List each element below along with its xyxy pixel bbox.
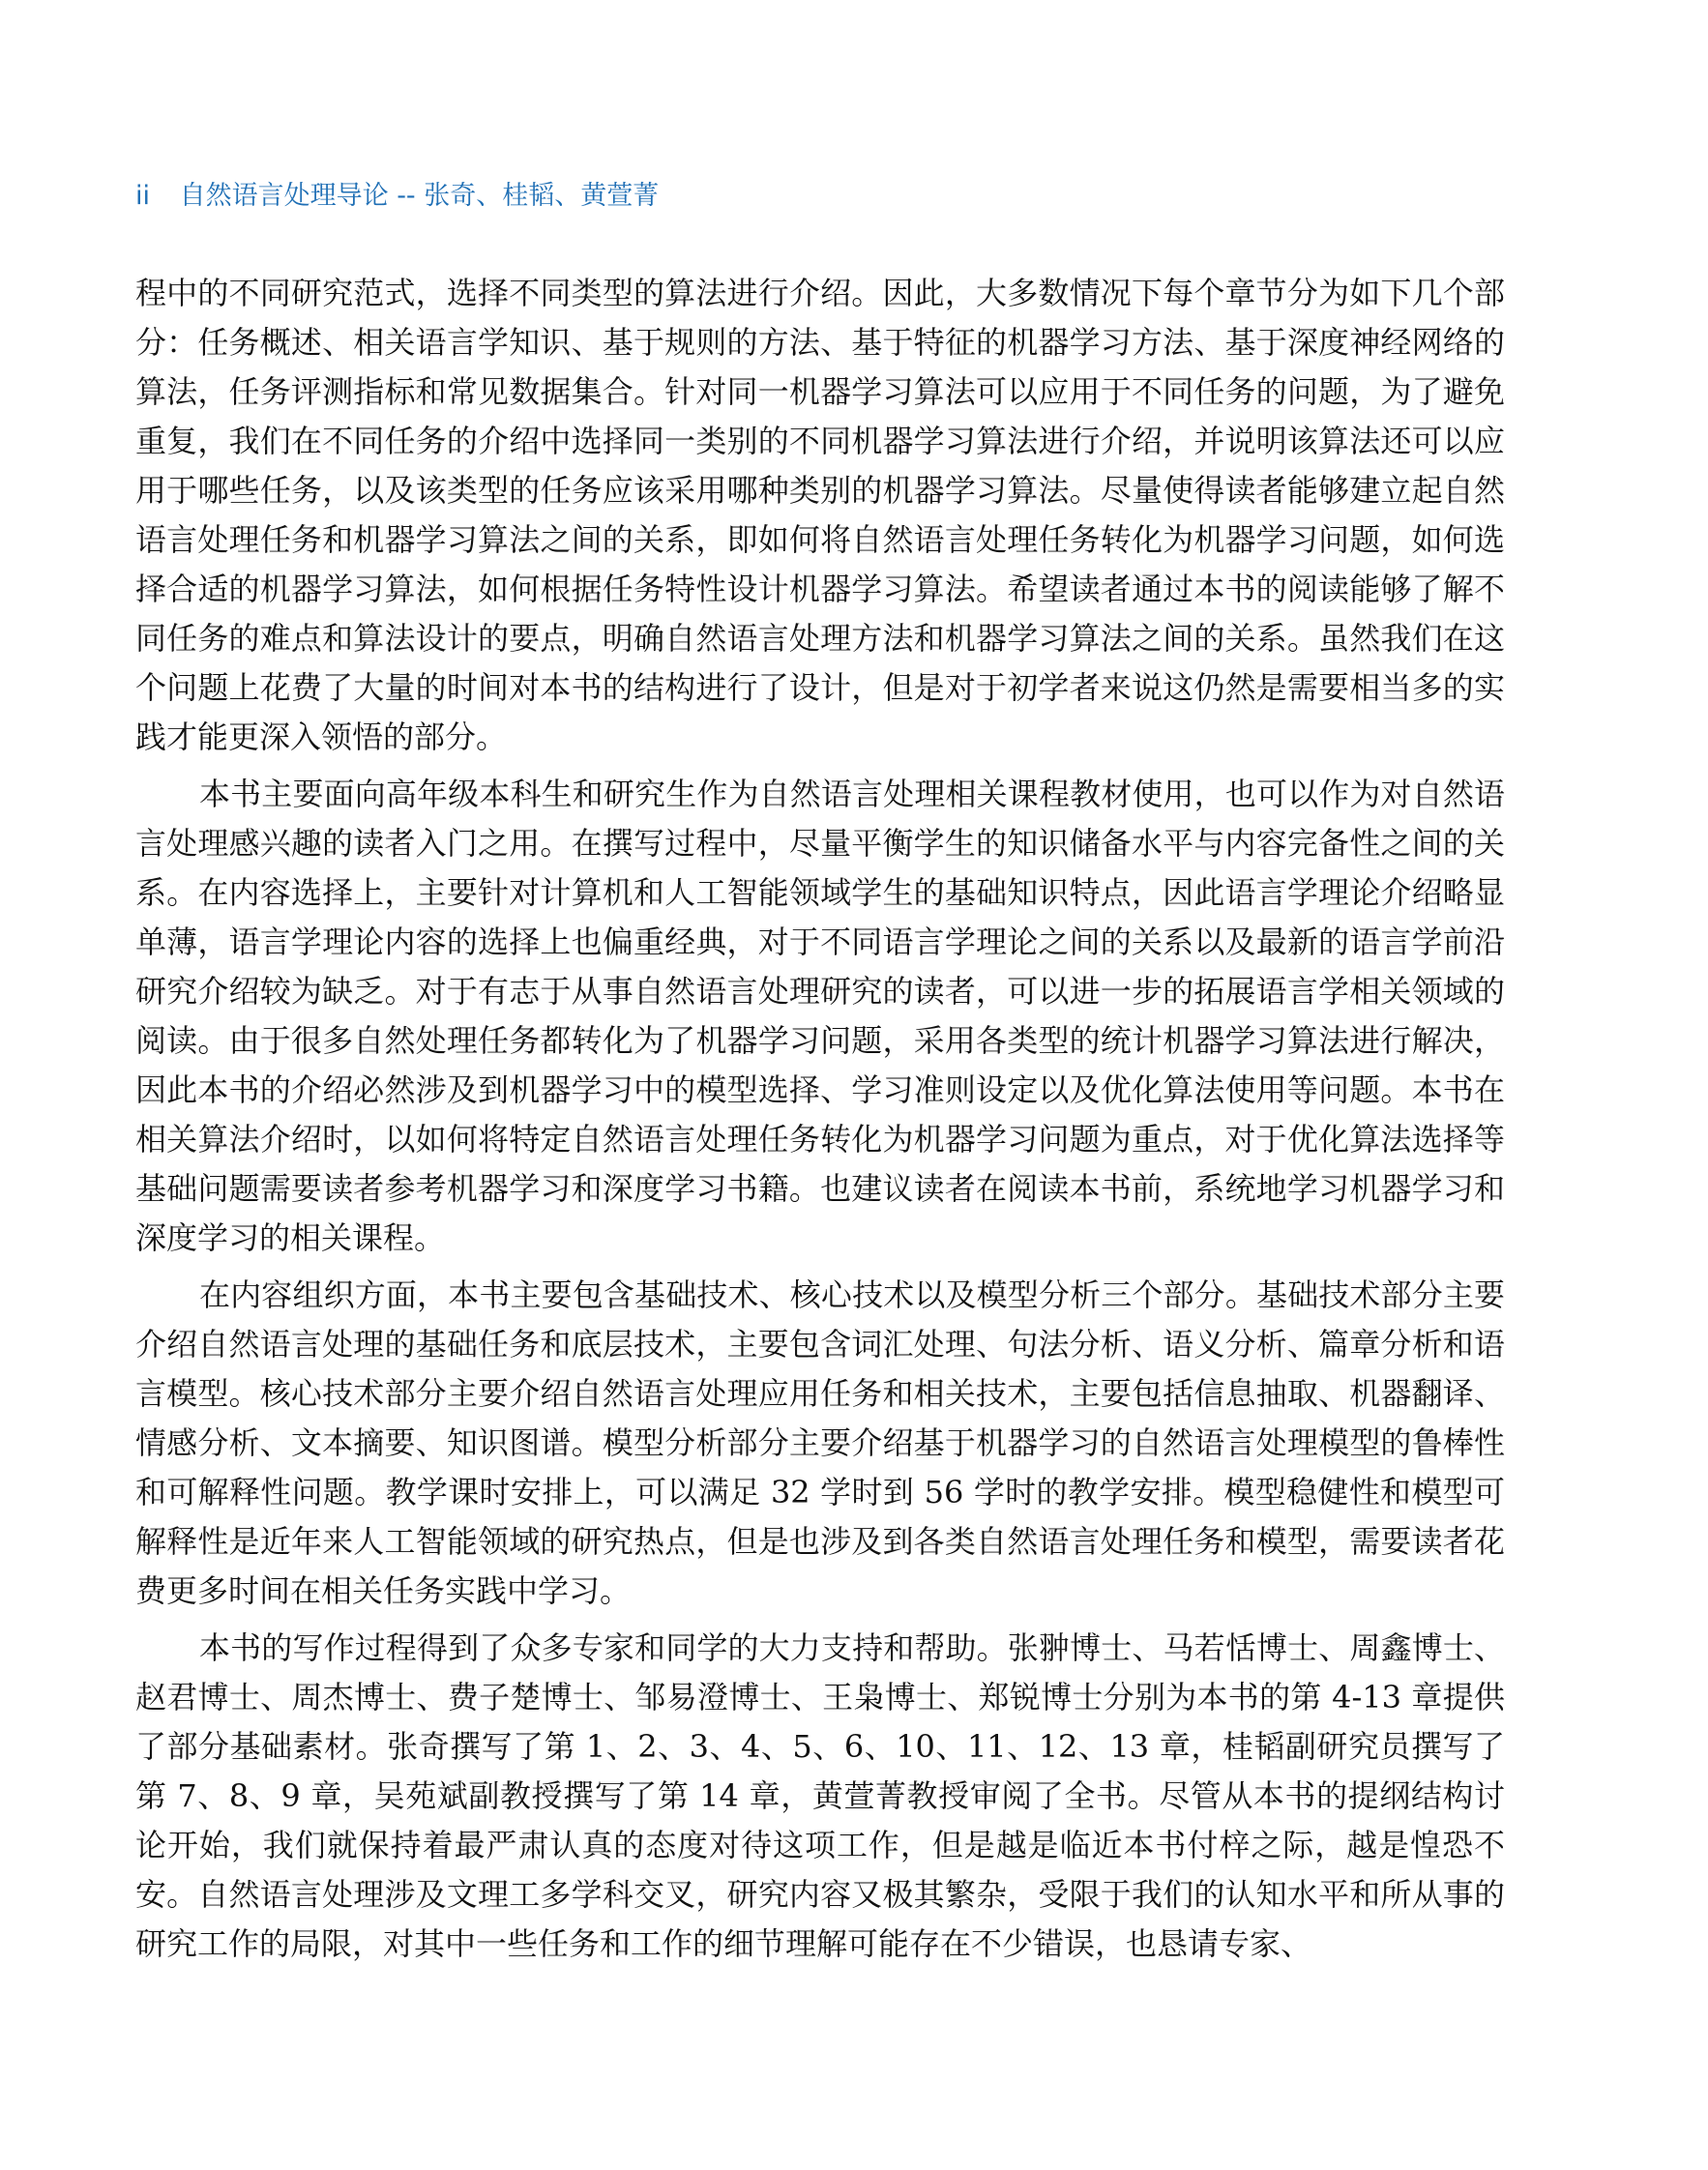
paragraph-continued: 程中的不同研究范式，选择不同类型的算法进行介绍。因此，大多数情况下每个章节分为如下几个部分：任务概述、相关语言学知识、基于规则的方法、基于特征的机器学习方法、基于深度神经网络的算法，任务评测指标和常见数据集合。针对同一机器学习算法可以应用于不同任务的问题，为了避免重复，我们在不同任务的介绍中选择同一类别的不同机器学习算法进行介绍，并说明该算法还可以应用于哪些任务，以及该类型的任务应该采用哪种类别的机器学习算法。尽量使得读者能够建立起自然语言处理任务和机器学习算法之间的关系，即如何将自然语言处理任务转化为机器学习问题，如何选择合适的机器学习算法，如何根据任务特性设计机器学习算法。希望读者通过本书的阅读能够了解不同任务的难点和算法设计的要点，明确自然语言处理方法和机器学习算法之间的关系。虽然我们在这个问题上花费了大量的时间对本书的结构进行了设计，但是对于初学者来说这仍然是需要相当多的实践才能更深入领悟的部分。 [135,275,1505,755]
page-number: ii [135,181,151,211]
paragraph-audience: 本书主要面向高年级本科生和研究生作为自然语言处理相关课程教材使用，也可以作为对自然语言处理感兴趣的读者入门之用。在撰写过程中，尽量平衡学生的知识储备水平与内容完备性之间的关系。在内容选择上，主要针对计算机和人工智能领域学生的基础知识特点，因此语言学理论介绍略显单薄，语言学理论内容的选择上也偏重经典，对于不同语言学理论之间的关系以及最新的语言学前沿研究介绍较为缺乏。对于有志于从事自然语言处理研究的读者，可以进一步的拓展语言学相关领域的阅读。由于很多自然处理任务都转化为了机器学习问题，采用各类型的统计机器学习算法进行解决，因此本书的介绍必然涉及到机器学习中的模型选择、学习准则设定以及优化算法使用等问题。本书在相关算法介绍时，以如何将特定自然语言处理任务转化为机器学习问题为重点，对于优化算法选择等基础问题需要读者参考机器学习和深度学习书籍。也建议读者在阅读本书前，系统地学习机器学习和深度学习的相关课程。 [135,776,1505,1256]
running-header [135,177,659,216]
body-text [135,269,1505,1977]
book-title: 自然语言处理导论 -- 张奇、桂韬、黄萱菁 [179,181,660,211]
paragraph-acknowledgements: 本书的写作过程得到了众多专家和同学的大力支持和帮助。张翀博士、马若恬博士、周鑫博士、赵君博士、周杰博士、费子楚博士、邹易澄博士、王枭博士、郑锐博士分别为本书的第 4-13 章提供了部分基础素材。张奇撰写了第 1、2、3、4、5、6、10、11、12、13 章，桂韬副研究员撰写了第 7、8、9 章，吴苑斌副教授撰写了第 14 章，黄萱菁教授审阅了全书。尽管从本书的提纲结构讨论开始，我们就保持着最严肃认真的态度对待这项工作，但是越是临近本书付梓之际，越是惶恐不安。自然语言处理涉及文理工多学科交叉，研究内容又极其繁杂，受限于我们的认知水平和所从事的研究工作的局限，对其中一些任务和工作的细节理解可能存在不少错误，也恳请专家、 [135,1629,1505,1962]
paragraph-organization: 在内容组织方面，本书主要包含基础技术、核心技术以及模型分析三个部分。基础技术部分主要介绍自然语言处理的基础任务和底层技术，主要包含词汇处理、句法分析、语义分析、篇章分析和语言模型。核心技术部分主要介绍自然语言处理应用任务和相关技术，主要包括信息抽取、机器翻译、情感分析、文本摘要、知识图谱。模型分析部分主要介绍基于机器学习的自然语言处理模型的鲁棒性和可解释性问题。教学课时安排上，可以满足 32 学时到 56 学时的教学安排。模型稳健性和模型可解释性是近年来人工智能领域的研究热点，但是也涉及到各类自然语言处理任务和模型，需要读者花费更多时间在相关任务实践中学习。 [135,1276,1505,1609]
